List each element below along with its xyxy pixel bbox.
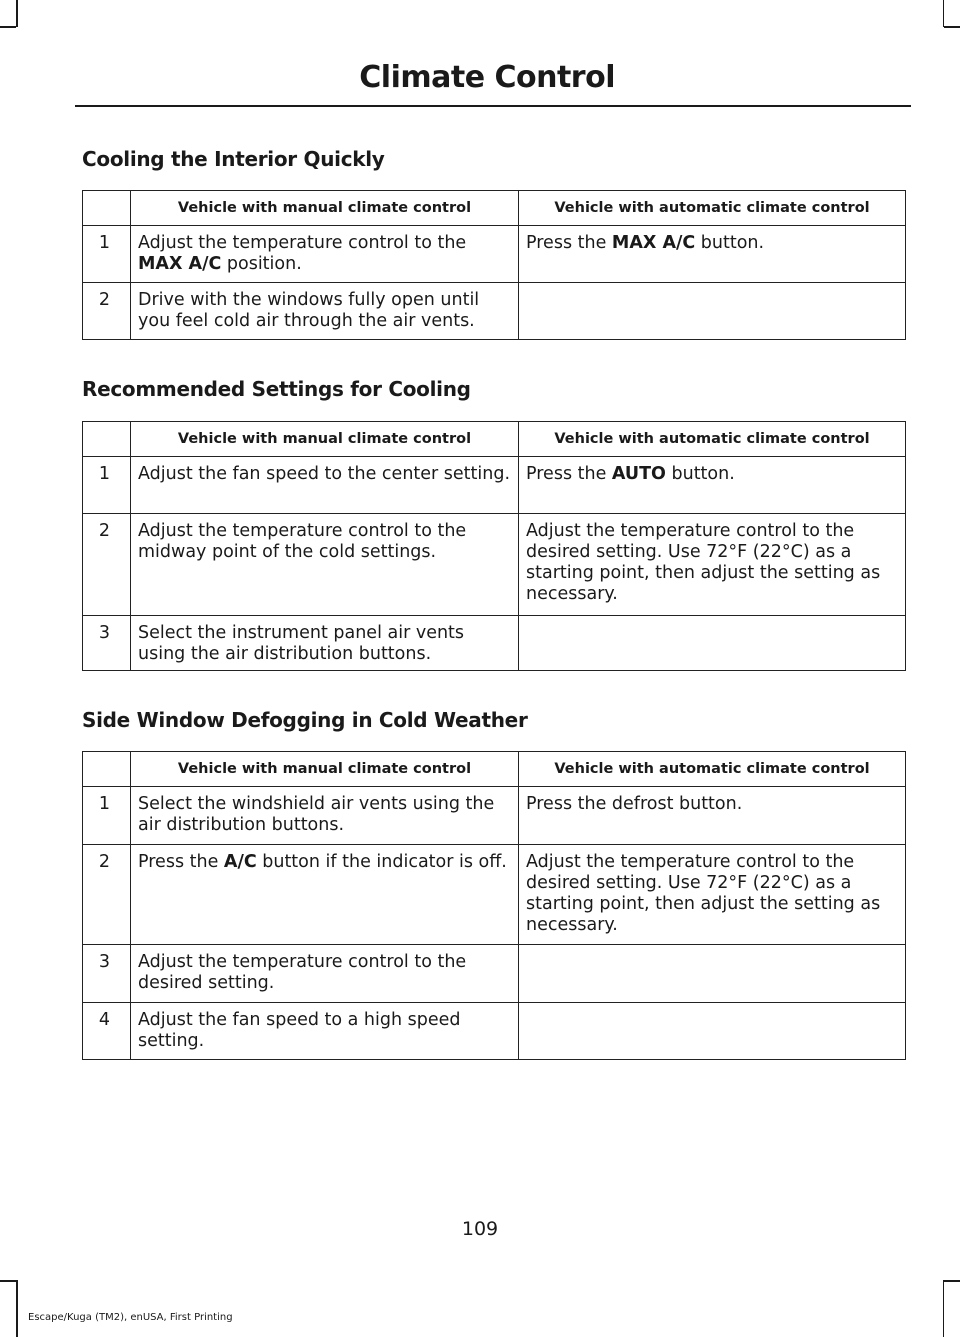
instruction-text: Press the <box>526 233 612 253</box>
step-number: 2 <box>83 845 131 945</box>
header-manual: Vehicle with manual climate control <box>131 191 519 226</box>
table-row <box>83 845 906 945</box>
control-name: AUTO <box>611 464 666 484</box>
table-row <box>83 1003 906 1060</box>
instruction-text: position. <box>221 254 302 274</box>
control-name: MAX A/C <box>611 233 696 253</box>
step-number: 3 <box>83 616 131 671</box>
crop-mark <box>16 0 18 27</box>
table-row <box>83 616 906 671</box>
header-manual: Vehicle with manual climate control <box>131 752 519 787</box>
table-row <box>83 226 906 283</box>
header-empty <box>83 422 131 457</box>
crop-mark <box>944 26 960 28</box>
automatic-instruction <box>519 1003 906 1060</box>
instruction-text: Press the <box>526 464 612 484</box>
instruction-text: button if the indicator is off. <box>256 852 507 872</box>
control-name: A/C <box>223 852 257 872</box>
header-manual: Vehicle with manual climate control <box>131 422 519 457</box>
manual-instruction <box>131 226 519 283</box>
table-row <box>83 945 906 1003</box>
section-title-side-window-defogging: Side Window Defogging in Cold Weather <box>82 708 528 732</box>
crop-mark <box>0 1280 16 1282</box>
instruction-text: Adjust the temperature control to the midway point of the cold settings. <box>138 521 467 562</box>
header-automatic: Vehicle with automatic climate control <box>519 752 906 787</box>
header-automatic: Vehicle with automatic climate control <box>519 422 906 457</box>
automatic-instruction <box>519 945 906 1003</box>
manual-instruction <box>131 787 519 845</box>
instruction-text: Adjust the temperature control to the desired setting. Use 72°F (22°C) as a starting point, then adjust the setting as necessary. <box>526 852 881 935</box>
table-row <box>83 457 906 514</box>
instruction-text: Select the windshield air vents using the air distribution buttons. <box>138 794 495 835</box>
automatic-instruction <box>519 845 906 945</box>
table-row <box>83 514 906 616</box>
header-empty <box>83 752 131 787</box>
instruction-text: Select the instrument panel air vents using the air distribution buttons. <box>138 623 465 664</box>
table-recommended-cooling <box>82 421 906 671</box>
instruction-text: Drive with the windows fully open until you feel cold air through the air vents. <box>138 290 480 331</box>
instruction-text: button. <box>695 233 765 253</box>
table-header-row <box>83 752 906 787</box>
table-cooling-quickly <box>82 190 906 340</box>
instruction-text: Press the defrost button. <box>526 794 743 814</box>
crop-mark <box>943 0 945 27</box>
automatic-instruction <box>519 226 906 283</box>
automatic-instruction <box>519 457 906 514</box>
control-name: MAX A/C <box>138 254 222 274</box>
automatic-instruction <box>519 616 906 671</box>
instruction-text: Adjust the fan speed to the center setting. <box>138 464 511 484</box>
instruction-text: Adjust the temperature control to the desired setting. <box>138 952 467 993</box>
instruction-text: Adjust the temperature control to the <box>138 233 467 253</box>
manual-instruction <box>131 845 519 945</box>
step-number: 1 <box>83 457 131 514</box>
edition-footer: Escape/Kuga (TM2), enUSA, First Printing <box>28 1312 233 1323</box>
table-side-window-defogging <box>82 751 906 1060</box>
manual-instruction <box>131 945 519 1003</box>
step-number: 1 <box>83 226 131 283</box>
automatic-instruction <box>519 787 906 845</box>
section-title-recommended-cooling: Recommended Settings for Cooling <box>82 377 471 401</box>
header-automatic: Vehicle with automatic climate control <box>519 191 906 226</box>
crop-mark <box>944 1280 960 1282</box>
table-header-row <box>83 422 906 457</box>
instruction-text: button. <box>665 464 735 484</box>
step-number: 2 <box>83 514 131 616</box>
step-number: 4 <box>83 1003 131 1060</box>
manual-instruction <box>131 514 519 616</box>
page-title: Climate Control <box>359 60 615 95</box>
step-number: 1 <box>83 787 131 845</box>
manual-instruction <box>131 616 519 671</box>
automatic-instruction <box>519 514 906 616</box>
step-number: 3 <box>83 945 131 1003</box>
header-empty <box>83 191 131 226</box>
manual-instruction <box>131 1003 519 1060</box>
header-divider <box>75 105 911 107</box>
automatic-instruction <box>519 283 906 340</box>
manual-instruction <box>131 457 519 514</box>
crop-mark <box>943 1280 945 1337</box>
manual-instruction <box>131 283 519 340</box>
step-number: 2 <box>83 283 131 340</box>
crop-mark <box>16 1280 18 1337</box>
page-number: 109 <box>461 1218 499 1240</box>
instruction-text: Adjust the temperature control to the desired setting. Use 72°F (22°C) as a starting point, then adjust the setting as necessary. <box>526 521 881 604</box>
table-row <box>83 283 906 340</box>
instruction-text: Press the <box>138 852 224 872</box>
instruction-text: Adjust the fan speed to a high speed setting. <box>138 1010 461 1051</box>
crop-mark <box>0 26 16 28</box>
table-header-row <box>83 191 906 226</box>
table-row <box>83 787 906 845</box>
section-title-cooling-quickly: Cooling the Interior Quickly <box>82 147 385 171</box>
